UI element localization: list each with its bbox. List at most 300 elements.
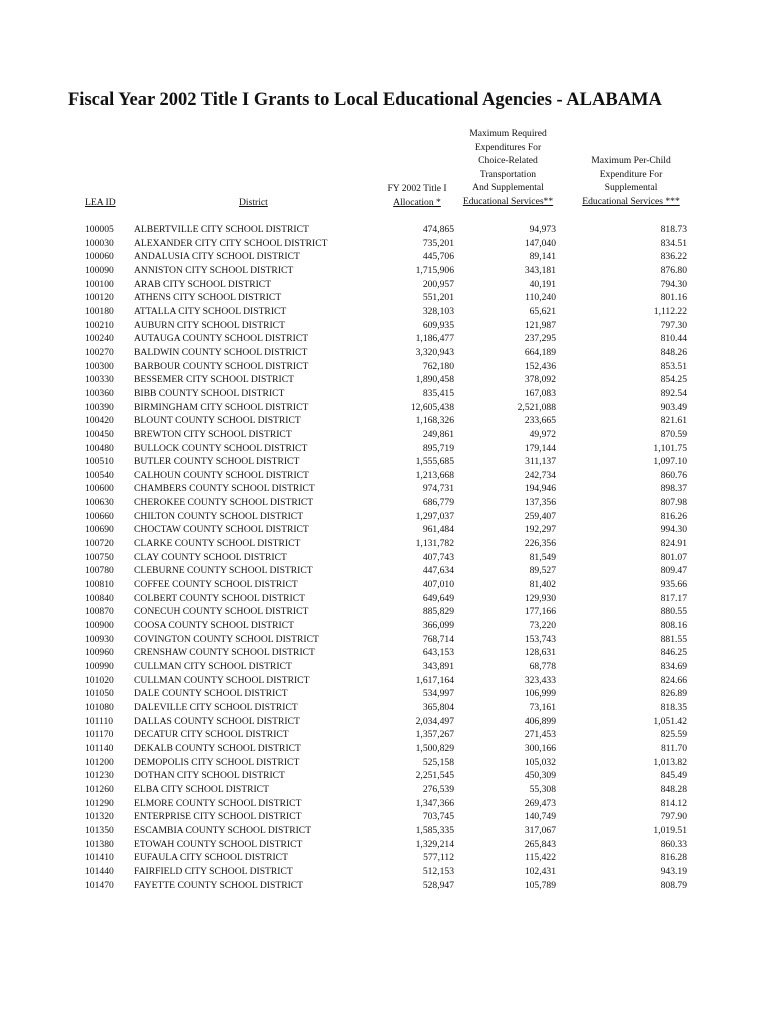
lea-id-cell: 100690 [85, 524, 114, 536]
lea-id-cell: 100240 [85, 333, 114, 345]
district-cell: COOSA COUNTY SCHOOL DISTRICT [134, 620, 294, 632]
lea-id-cell: 100750 [85, 551, 114, 563]
max-required-cell: 269,473 [524, 797, 556, 809]
header-per-child-line: Supplemental [604, 182, 658, 194]
lea-id-cell: 100330 [85, 374, 114, 386]
per-child-cell: 853.51 [660, 360, 687, 372]
lea-id-cell: 100450 [85, 428, 114, 440]
district-cell: ESCAMBIA COUNTY SCHOOL DISTRICT [134, 824, 312, 836]
per-child-cell: 826.89 [660, 688, 687, 700]
lea-id-cell: 101170 [85, 729, 114, 741]
lea-id-cell: 100840 [85, 592, 114, 604]
max-required-cell: 105,032 [524, 756, 556, 768]
per-child-cell: 836.22 [660, 251, 687, 263]
per-child-cell: 870.59 [660, 428, 687, 440]
per-child-cell: 809.47 [660, 565, 687, 577]
allocation-cell: 703,745 [422, 811, 454, 823]
district-cell: FAYETTE COUNTY SCHOOL DISTRICT [134, 879, 304, 891]
allocation-cell: 1,715,906 [415, 264, 454, 276]
header-allocation-line: Allocation * [393, 196, 441, 208]
lea-id-cell: 100870 [85, 606, 114, 618]
max-required-cell: 378,092 [524, 374, 556, 386]
district-cell: CHOCTAW COUNTY SCHOOL DISTRICT [134, 524, 309, 536]
per-child-cell: 892.54 [660, 387, 687, 399]
table-row [0, 797, 768, 811]
district-cell: COFFEE COUNTY SCHOOL DISTRICT [134, 579, 298, 591]
allocation-cell: 1,347,366 [415, 797, 454, 809]
district-cell: BULLOCK COUNTY SCHOOL DISTRICT [134, 442, 308, 454]
table-row [0, 510, 768, 524]
table-row [0, 769, 768, 783]
allocation-cell: 835,415 [422, 387, 454, 399]
max-required-cell: 300,166 [524, 742, 556, 754]
table-row [0, 387, 768, 401]
allocation-cell: 1,131,782 [415, 538, 454, 550]
per-child-cell: 848.26 [660, 346, 687, 358]
max-required-cell: 137,356 [524, 497, 556, 509]
max-required-cell: 152,436 [524, 360, 556, 372]
table-row [0, 660, 768, 674]
lea-id-cell: 101320 [85, 811, 114, 823]
table-row [0, 305, 768, 319]
lea-id-cell: 100510 [85, 456, 114, 468]
district-cell: CHEROKEE COUNTY SCHOOL DISTRICT [134, 497, 314, 509]
lea-id-cell: 100390 [85, 401, 114, 413]
district-cell: BREWTON CITY SCHOOL DISTRICT [134, 428, 292, 440]
district-cell: BALDWIN COUNTY SCHOOL DISTRICT [134, 346, 308, 358]
per-child-cell: 834.69 [660, 661, 687, 672]
table-row [0, 319, 768, 333]
per-child-cell: 1,051.42 [653, 715, 687, 727]
max-required-cell: 105,789 [524, 879, 556, 891]
district-cell: CLAY COUNTY SCHOOL DISTRICT [134, 551, 287, 563]
max-required-cell: 343,181 [524, 264, 556, 276]
max-required-cell: 65,621 [529, 305, 556, 317]
district-cell: EUFAULA CITY SCHOOL DISTRICT [134, 852, 288, 864]
allocation-cell: 885,829 [422, 606, 454, 618]
lea-id-cell: 100660 [85, 510, 114, 522]
allocation-cell: 407,010 [422, 579, 454, 591]
max-required-cell: 89,527 [529, 565, 556, 577]
lea-id-cell: 101350 [85, 824, 114, 836]
per-child-cell: 824.91 [660, 538, 687, 550]
allocation-cell: 343,891 [422, 661, 454, 672]
per-child-cell: 881.55 [660, 633, 687, 645]
table-row [0, 496, 768, 510]
district-cell: COLBERT COUNTY SCHOOL DISTRICT [134, 592, 305, 604]
table-row [0, 633, 768, 647]
max-required-cell: 73,220 [529, 620, 556, 632]
per-child-cell: 811.70 [660, 742, 687, 754]
table-row [0, 646, 768, 660]
per-child-cell: 814.12 [660, 797, 687, 809]
district-cell: ALEXANDER CITY CITY SCHOOL DISTRICT [134, 237, 328, 249]
district-cell: BUTLER COUNTY SCHOOL DISTRICT [134, 456, 300, 468]
per-child-cell: 994.30 [660, 524, 687, 536]
per-child-cell: 880.55 [660, 606, 687, 618]
max-required-cell: 179,144 [524, 442, 556, 454]
header-max-required-line: Expenditures For [474, 141, 542, 153]
district-cell: DALLAS COUNTY SCHOOL DISTRICT [134, 715, 300, 727]
district-cell: CHAMBERS COUNTY SCHOOL DISTRICT [134, 483, 315, 495]
header-district [239, 196, 268, 210]
table-row [0, 715, 768, 729]
allocation-cell: 3,320,943 [415, 346, 454, 358]
max-required-cell: 94,973 [529, 224, 556, 235]
allocation-cell: 2,034,497 [415, 715, 454, 727]
allocation-cell: 366,099 [422, 620, 454, 632]
allocation-cell: 1,329,214 [415, 838, 454, 850]
per-child-cell: 876.80 [660, 264, 687, 276]
table-row [0, 469, 768, 483]
max-required-cell: 81,549 [529, 551, 556, 563]
lea-id-cell: 101230 [85, 770, 114, 782]
table-row [0, 879, 768, 893]
max-required-cell: 259,407 [524, 510, 556, 522]
lea-id-cell: 100540 [85, 469, 114, 481]
header-max-required-line: Choice-Related [478, 155, 538, 167]
district-cell: DALEVILLE CITY SCHOOL DISTRICT [134, 701, 298, 713]
district-cell: AUBURN CITY SCHOOL DISTRICT [134, 319, 285, 331]
max-required-cell: 2,521,088 [517, 401, 556, 413]
lea-id-cell: 100005 [85, 224, 114, 235]
per-child-cell: 1,101.75 [653, 442, 687, 454]
lea-id-cell: 101050 [85, 688, 114, 700]
district-cell: ARAB CITY SCHOOL DISTRICT [134, 278, 272, 290]
lea-id-cell: 100720 [85, 538, 114, 550]
table-row [0, 401, 768, 415]
table-row [0, 838, 768, 852]
per-child-cell: 1,112.22 [653, 305, 687, 317]
table-row [0, 223, 768, 237]
allocation-cell: 1,555,685 [415, 456, 454, 468]
per-child-cell: 816.26 [660, 510, 687, 522]
allocation-cell: 407,743 [422, 551, 454, 563]
table-row [0, 592, 768, 606]
per-child-cell: 810.44 [660, 333, 687, 345]
per-child-cell: 801.16 [660, 292, 687, 304]
per-child-cell: 797.30 [660, 319, 687, 331]
table-row [0, 851, 768, 865]
max-required-cell: 106,999 [524, 688, 556, 700]
district-cell: BESSEMER CITY SCHOOL DISTRICT [134, 374, 294, 386]
lea-id-cell: 100120 [85, 292, 114, 304]
lea-id-cell: 101440 [85, 865, 114, 877]
lea-id-cell: 101110 [85, 715, 114, 727]
per-child-cell: 818.35 [660, 701, 687, 713]
max-required-cell: 55,308 [529, 783, 556, 795]
per-child-cell: 943.19 [660, 865, 687, 877]
max-required-cell: 68,778 [529, 661, 556, 672]
per-child-cell: 935.66 [660, 579, 687, 591]
per-child-cell: 834.51 [660, 237, 687, 249]
district-cell: CULLMAN COUNTY SCHOOL DISTRICT [134, 674, 310, 686]
per-child-cell: 898.37 [660, 483, 687, 495]
allocation-cell: 551,201 [422, 292, 454, 304]
table-row [0, 250, 768, 264]
header-allocation [380, 182, 454, 209]
table-row [0, 237, 768, 251]
table-row [0, 865, 768, 879]
max-required-cell: 664,189 [524, 346, 556, 358]
allocation-cell: 1,186,477 [415, 333, 454, 345]
lea-id-cell: 100360 [85, 387, 114, 399]
lea-id-cell: 100030 [85, 237, 114, 249]
lea-id-cell: 100810 [85, 579, 114, 591]
table-row [0, 810, 768, 824]
lea-id-cell: 100900 [85, 620, 114, 632]
table-row [0, 605, 768, 619]
allocation-cell: 1,500,829 [415, 742, 454, 754]
table-row [0, 428, 768, 442]
district-cell: BIRMINGHAM CITY SCHOOL DISTRICT [134, 401, 309, 413]
max-required-cell: 167,083 [524, 387, 556, 399]
max-required-cell: 128,631 [524, 647, 556, 659]
district-cell: ATHENS CITY SCHOOL DISTRICT [134, 292, 282, 304]
max-required-cell: 49,972 [529, 428, 556, 440]
table-row [0, 278, 768, 292]
max-required-cell: 226,356 [524, 538, 556, 550]
max-required-cell: 140,749 [524, 811, 556, 823]
allocation-cell: 609,935 [422, 319, 454, 331]
district-cell: CALHOUN COUNTY SCHOOL DISTRICT [134, 469, 309, 481]
district-cell: DEMOPOLIS CITY SCHOOL DISTRICT [134, 756, 300, 768]
lea-id-cell: 100300 [85, 360, 114, 372]
allocation-cell: 1,890,458 [415, 374, 454, 386]
allocation-cell: 643,153 [422, 647, 454, 659]
district-cell: BLOUNT COUNTY SCHOOL DISTRICT [134, 415, 301, 427]
table-row [0, 728, 768, 742]
district-cell: ANDALUSIA CITY SCHOOL DISTRICT [134, 251, 300, 263]
table-row [0, 482, 768, 496]
header-lea-id-label: LEA ID [85, 197, 116, 208]
allocation-cell: 895,719 [422, 442, 454, 454]
district-cell: DECATUR CITY SCHOOL DISTRICT [134, 729, 289, 741]
max-required-cell: 73,161 [529, 701, 556, 713]
header-max-required-line: Educational Services** [462, 195, 554, 207]
header-max-required-line: Maximum Required [469, 128, 547, 139]
per-child-cell: 825.59 [660, 729, 687, 741]
per-child-cell: 1,019.51 [653, 824, 687, 836]
max-required-cell: 81,402 [529, 579, 556, 591]
per-child-cell: 860.76 [660, 469, 687, 481]
district-cell: CONECUH COUNTY SCHOOL DISTRICT [134, 606, 309, 618]
allocation-cell: 200,957 [422, 278, 454, 290]
allocation-cell: 445,706 [422, 251, 454, 263]
max-required-cell: 192,297 [524, 524, 556, 536]
per-child-cell: 816.28 [660, 852, 687, 864]
header-per-child [575, 154, 687, 208]
district-cell: BARBOUR COUNTY SCHOOL DISTRICT [134, 360, 309, 372]
lea-id-cell: 100180 [85, 305, 114, 317]
per-child-cell: 854.25 [660, 374, 687, 386]
allocation-cell: 528,947 [422, 879, 454, 891]
max-required-cell: 237,295 [524, 333, 556, 345]
allocation-cell: 686,779 [422, 497, 454, 509]
allocation-cell: 1,213,668 [415, 469, 454, 481]
header-max-required-line: Transportation [479, 168, 537, 180]
district-cell: ANNISTON CITY SCHOOL DISTRICT [134, 264, 294, 276]
table-row [0, 455, 768, 469]
lea-id-cell: 101200 [85, 756, 114, 768]
table-row [0, 523, 768, 537]
per-child-cell: 801.07 [660, 551, 687, 563]
max-required-cell: 177,166 [524, 606, 556, 618]
table-row [0, 551, 768, 565]
header-allocation-line: FY 2002 Title I [387, 183, 447, 194]
lea-id-cell: 100780 [85, 565, 114, 577]
allocation-cell: 474,865 [422, 224, 454, 235]
max-required-cell: 233,665 [524, 415, 556, 427]
district-cell: CRENSHAW COUNTY SCHOOL DISTRICT [134, 647, 315, 659]
lea-id-cell: 100210 [85, 319, 114, 331]
allocation-cell: 1,168,326 [415, 415, 454, 427]
max-required-cell: 194,946 [524, 483, 556, 495]
table-row [0, 578, 768, 592]
table-row [0, 756, 768, 770]
table-row [0, 687, 768, 701]
per-child-cell: 846.25 [660, 647, 687, 659]
table-row [0, 264, 768, 278]
max-required-cell: 265,843 [524, 838, 556, 850]
per-child-cell: 808.79 [660, 879, 687, 891]
per-child-cell: 824.66 [660, 674, 687, 686]
header-per-child-line: Expenditure For [599, 168, 663, 180]
allocation-cell: 1,585,335 [415, 824, 454, 836]
table-row [0, 360, 768, 374]
max-required-cell: 110,240 [525, 292, 556, 304]
district-cell: ALBERTVILLE CITY SCHOOL DISTRICT [134, 224, 309, 235]
per-child-cell: 845.49 [660, 770, 687, 782]
table-row [0, 537, 768, 551]
per-child-cell: 797.90 [660, 811, 687, 823]
max-required-cell: 450,309 [524, 770, 556, 782]
max-required-cell: 121,987 [524, 319, 556, 331]
allocation-cell: 512,153 [422, 865, 454, 877]
allocation-cell: 447,634 [422, 565, 454, 577]
table-row [0, 332, 768, 346]
lea-id-cell: 100960 [85, 647, 114, 659]
table-row [0, 373, 768, 387]
allocation-cell: 2,251,545 [415, 770, 454, 782]
district-cell: CLEBURNE COUNTY SCHOOL DISTRICT [134, 565, 313, 577]
lea-id-cell: 100100 [85, 278, 114, 290]
max-required-cell: 153,743 [524, 633, 556, 645]
per-child-cell: 848.28 [660, 783, 687, 795]
lea-id-cell: 100420 [85, 415, 114, 427]
table-row [0, 619, 768, 633]
district-cell: AUTAUGA COUNTY SCHOOL DISTRICT [134, 333, 309, 345]
max-required-cell: 323,433 [524, 674, 556, 686]
lea-id-cell: 101410 [85, 852, 114, 864]
header-per-child-line: Educational Services *** [582, 195, 680, 207]
district-cell: CULLMAN CITY SCHOOL DISTRICT [134, 661, 292, 672]
allocation-cell: 974,731 [422, 483, 454, 495]
district-cell: ENTERPRISE CITY SCHOOL DISTRICT [134, 811, 302, 823]
district-cell: DEKALB COUNTY SCHOOL DISTRICT [134, 742, 301, 754]
header-max-required [460, 127, 556, 209]
lea-id-cell: 101080 [85, 701, 114, 713]
district-cell: ATTALLA CITY SCHOOL DISTRICT [134, 305, 287, 317]
allocation-cell: 328,103 [422, 305, 454, 317]
district-cell: COVINGTON COUNTY SCHOOL DISTRICT [134, 633, 319, 645]
max-required-cell: 115,422 [525, 852, 556, 864]
max-required-cell: 147,040 [524, 237, 556, 249]
table-row [0, 414, 768, 428]
allocation-cell: 249,861 [422, 428, 454, 440]
allocation-cell: 276,539 [422, 783, 454, 795]
max-required-cell: 40,191 [529, 278, 556, 290]
district-cell: ELMORE COUNTY SCHOOL DISTRICT [134, 797, 302, 809]
per-child-cell: 1,097.10 [653, 456, 687, 468]
allocation-cell: 12,605,438 [410, 401, 454, 413]
table-row [0, 291, 768, 305]
lea-id-cell: 100600 [85, 483, 114, 495]
district-cell: DOTHAN CITY SCHOOL DISTRICT [134, 770, 285, 782]
lea-id-cell: 101470 [85, 879, 114, 891]
max-required-cell: 317,067 [524, 824, 556, 836]
max-required-cell: 129,930 [524, 592, 556, 604]
allocation-cell: 649,649 [422, 592, 454, 604]
header-max-required-line: And Supplemental [472, 182, 544, 194]
table-row [0, 783, 768, 797]
max-required-cell: 242,734 [524, 469, 556, 481]
table-row [0, 742, 768, 756]
max-required-cell: 406,899 [524, 715, 556, 727]
allocation-cell: 1,357,267 [415, 729, 454, 741]
per-child-cell: 903.49 [660, 401, 687, 413]
max-required-cell: 102,431 [524, 865, 556, 877]
lea-id-cell: 101020 [85, 674, 114, 686]
per-child-cell: 807.98 [660, 497, 687, 509]
district-cell: CHILTON COUNTY SCHOOL DISTRICT [134, 510, 304, 522]
district-cell: ELBA CITY SCHOOL DISTRICT [134, 783, 269, 795]
lea-id-cell: 101140 [85, 742, 114, 754]
lea-id-cell: 101290 [85, 797, 114, 809]
lea-id-cell: 101260 [85, 783, 114, 795]
lea-id-cell: 100270 [85, 346, 114, 358]
lea-id-cell: 101380 [85, 838, 114, 850]
lea-id-cell: 100930 [85, 633, 114, 645]
per-child-cell: 794.30 [660, 278, 687, 290]
header-per-child-line: Maximum Per-Child [591, 155, 671, 166]
district-cell: DALE COUNTY SCHOOL DISTRICT [134, 688, 288, 700]
allocation-cell: 577,112 [423, 852, 454, 864]
per-child-cell: 860.33 [660, 838, 687, 850]
per-child-cell: 808.16 [660, 620, 687, 632]
per-child-cell: 817.17 [660, 592, 687, 604]
table-row [0, 674, 768, 688]
allocation-cell: 961,484 [422, 524, 454, 536]
allocation-cell: 735,201 [422, 237, 454, 249]
allocation-cell: 525,158 [422, 756, 454, 768]
allocation-cell: 768,714 [422, 633, 454, 645]
per-child-cell: 821.61 [660, 415, 687, 427]
table-row [0, 442, 768, 456]
table-row [0, 824, 768, 838]
allocation-cell: 1,617,164 [415, 674, 454, 686]
lea-id-cell: 100990 [85, 661, 114, 672]
allocation-cell: 534,997 [422, 688, 454, 700]
district-cell: FAIRFIELD CITY SCHOOL DISTRICT [134, 865, 293, 877]
allocation-cell: 1,297,037 [415, 510, 454, 522]
lea-id-cell: 100630 [85, 497, 114, 509]
lea-id-cell: 100060 [85, 251, 114, 263]
page-title: Fiscal Year 2002 Title I Grants to Local Educational Agencies - ALABAMA [68, 90, 662, 110]
per-child-cell: 1,013.82 [653, 756, 687, 768]
district-cell: BIBB COUNTY SCHOOL DISTRICT [134, 387, 285, 399]
allocation-cell: 762,180 [422, 360, 454, 372]
